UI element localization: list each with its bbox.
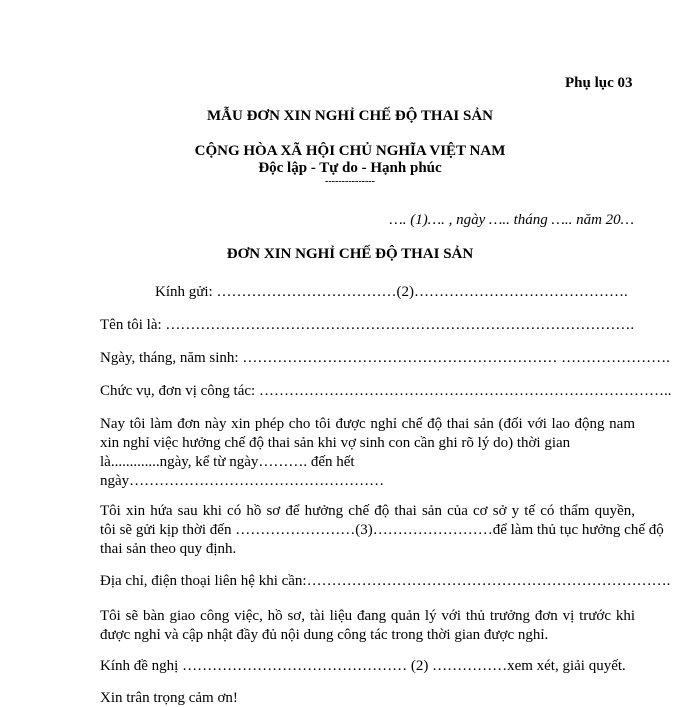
nation-heading: CỘNG HÒA XÃ HỘI CHỦ NGHĨA VIỆT NAM — [194, 143, 506, 159]
handover-paragraph — [100, 607, 635, 645]
motto: Độc lập - Tự do - Hạnh phúc — [258, 160, 442, 176]
date-line: …. (1)…. , ngày ….. tháng ….. năm 20… — [389, 212, 634, 228]
form-title: MẪU ĐƠN XIN NGHỈ CHẾ ĐỘ THAI SẢN — [207, 108, 493, 124]
promise-paragraph — [100, 502, 664, 559]
appendix-label: Phụ lục 03 — [565, 75, 633, 91]
paragraph-line: Nay tôi làm đơn này xin phép cho tôi được nghỉ chế độ thai sản (đối với lao động nam — [100, 416, 635, 432]
recipient-field: Kính gửi: ………………………………(2)……………………………………. — [155, 284, 628, 300]
paragraph-line: Tôi xin hứa sau khi có hồ sơ để hưởng chế độ thai sản của cơ sở y tế có thẩm quyền, — [100, 503, 635, 519]
paragraph-line: Tôi sẽ bàn giao công việc, hồ sơ, tài liệu đang quản lý với thủ trưởng đơn vị trước khi — [100, 608, 635, 624]
paragraph-line: ngày…………………………………………… — [100, 473, 385, 489]
request-paragraph — [100, 415, 635, 491]
closing-line: Xin trân trọng cảm ơn! — [100, 690, 238, 706]
name-field: Tên tôi là: …………………………………………………………………………………. — [100, 317, 635, 333]
paragraph-line: là.............ngày, kể từ ngày………. đến hết — [100, 454, 355, 470]
paragraph-line: thai sản theo quy định. — [100, 541, 237, 557]
motto-rule: --------------- — [325, 176, 375, 187]
paragraph-line: tôi sẽ gửi kịp thời đến ……………………(3)……………………để làm thủ tục hưởng chế độ — [100, 522, 664, 538]
paragraph-line: xin nghỉ việc hưởng chế độ thai sản khi vợ sinh con cần ghi rõ lý do) thời gian — [100, 435, 571, 451]
contact-field: Địa chỉ, điện thoại liên hệ khi cần:………………………………………………………………. — [100, 573, 671, 589]
position-field: Chức vụ, đơn vị công tác: ……………………………………………………………………….. — [100, 383, 672, 399]
paragraph-line: được nghỉ và cập nhật đầy đủ nội dung công tác trong thời gian được nghỉ. — [100, 627, 549, 643]
birthdate-field: Ngày, tháng, năm sinh: ……………………………………………………… …………………. — [100, 350, 670, 366]
proposal-line: Kính đề nghị ……………………………………… (2) ……………xem xét, giải quyết. — [100, 658, 626, 674]
document-title: ĐƠN XIN NGHỈ CHẾ ĐỘ THAI SẢN — [226, 246, 474, 262]
